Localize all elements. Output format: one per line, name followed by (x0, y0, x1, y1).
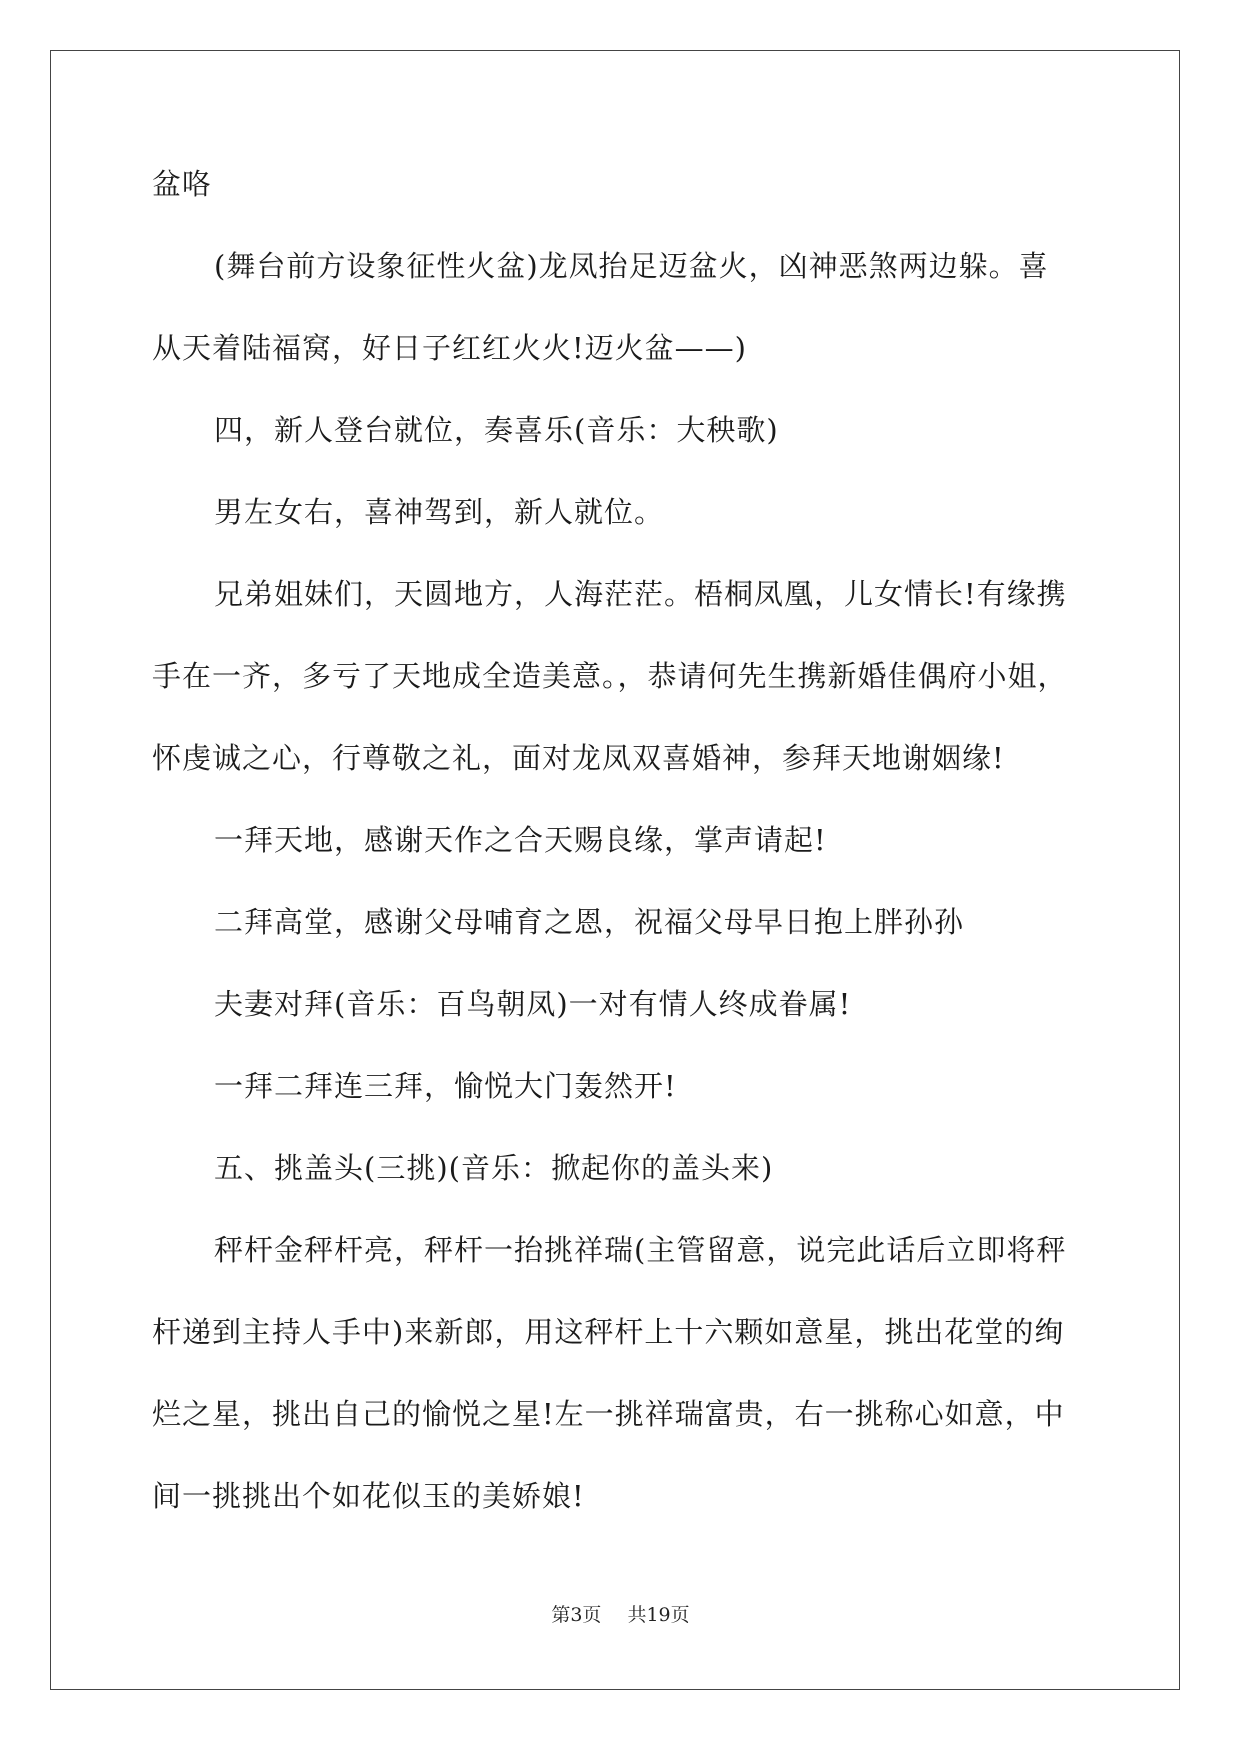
text-line: 怀虔诚之心，行尊敬之礼，面对龙凤双喜婚神，参拜天地谢姻缘! (152, 741, 1005, 775)
text-line: 五、挑盖头(三挑)(音乐：掀起你的盖头来) (214, 1151, 774, 1185)
text-line: 间一挑挑出个如花似玉的美娇娘! (152, 1479, 585, 1513)
text-line: 盆咯 (152, 167, 213, 201)
text-line: 男左女右，喜神驾到，新人就位。 (214, 495, 665, 529)
text-line: 手在一齐，多亏了天地成全造美意。，恭请何先生携新婚佳偶府小姐， (152, 659, 1068, 693)
text-line: 四，新人登台就位，奏喜乐(音乐：大秧歌) (214, 413, 779, 447)
text-line: 一拜天地，感谢天作之合天赐良缘，掌声请起! (214, 823, 827, 857)
text-line: 杆递到主持人手中)来新郎，用这秤杆上十六颗如意星，挑出花堂的绚 (152, 1315, 1065, 1349)
text-line: 一拜二拜连三拜，愉悦大门轰然开! (214, 1069, 677, 1103)
text-line: (舞台前方设象征性火盆)龙凤抬足迈盆火，凶神恶煞两边躲。喜 (214, 249, 1049, 283)
document-body (152, 163, 1092, 1557)
page-number-total: 共19页 (627, 1604, 690, 1626)
text-line: 兄弟姐妹们，天圆地方，人海茫茫。梧桐凤凰，儿女情长!有缘携 (214, 577, 1067, 611)
text-line: 秤杆金秤杆亮，秤杆一抬挑祥瑞(主管留意，说完此话后立即将秤 (214, 1233, 1067, 1267)
text-line: 烂之星，挑出自己的愉悦之星!左一挑祥瑞富贵，右一挑称心如意，中 (152, 1397, 1065, 1431)
text-line: 从天着陆福窝，好日子红红火火!迈火盆——) (152, 331, 747, 365)
text-line: 二拜高堂，感谢父母哺育之恩，祝福父母早日抱上胖孙孙 (214, 905, 965, 939)
text-line: 夫妻对拜(音乐：百鸟朝凤)一对有情人终成眷属! (214, 987, 852, 1021)
page-footer (0, 1600, 1241, 1627)
page-number-current: 第3页 (551, 1604, 602, 1626)
